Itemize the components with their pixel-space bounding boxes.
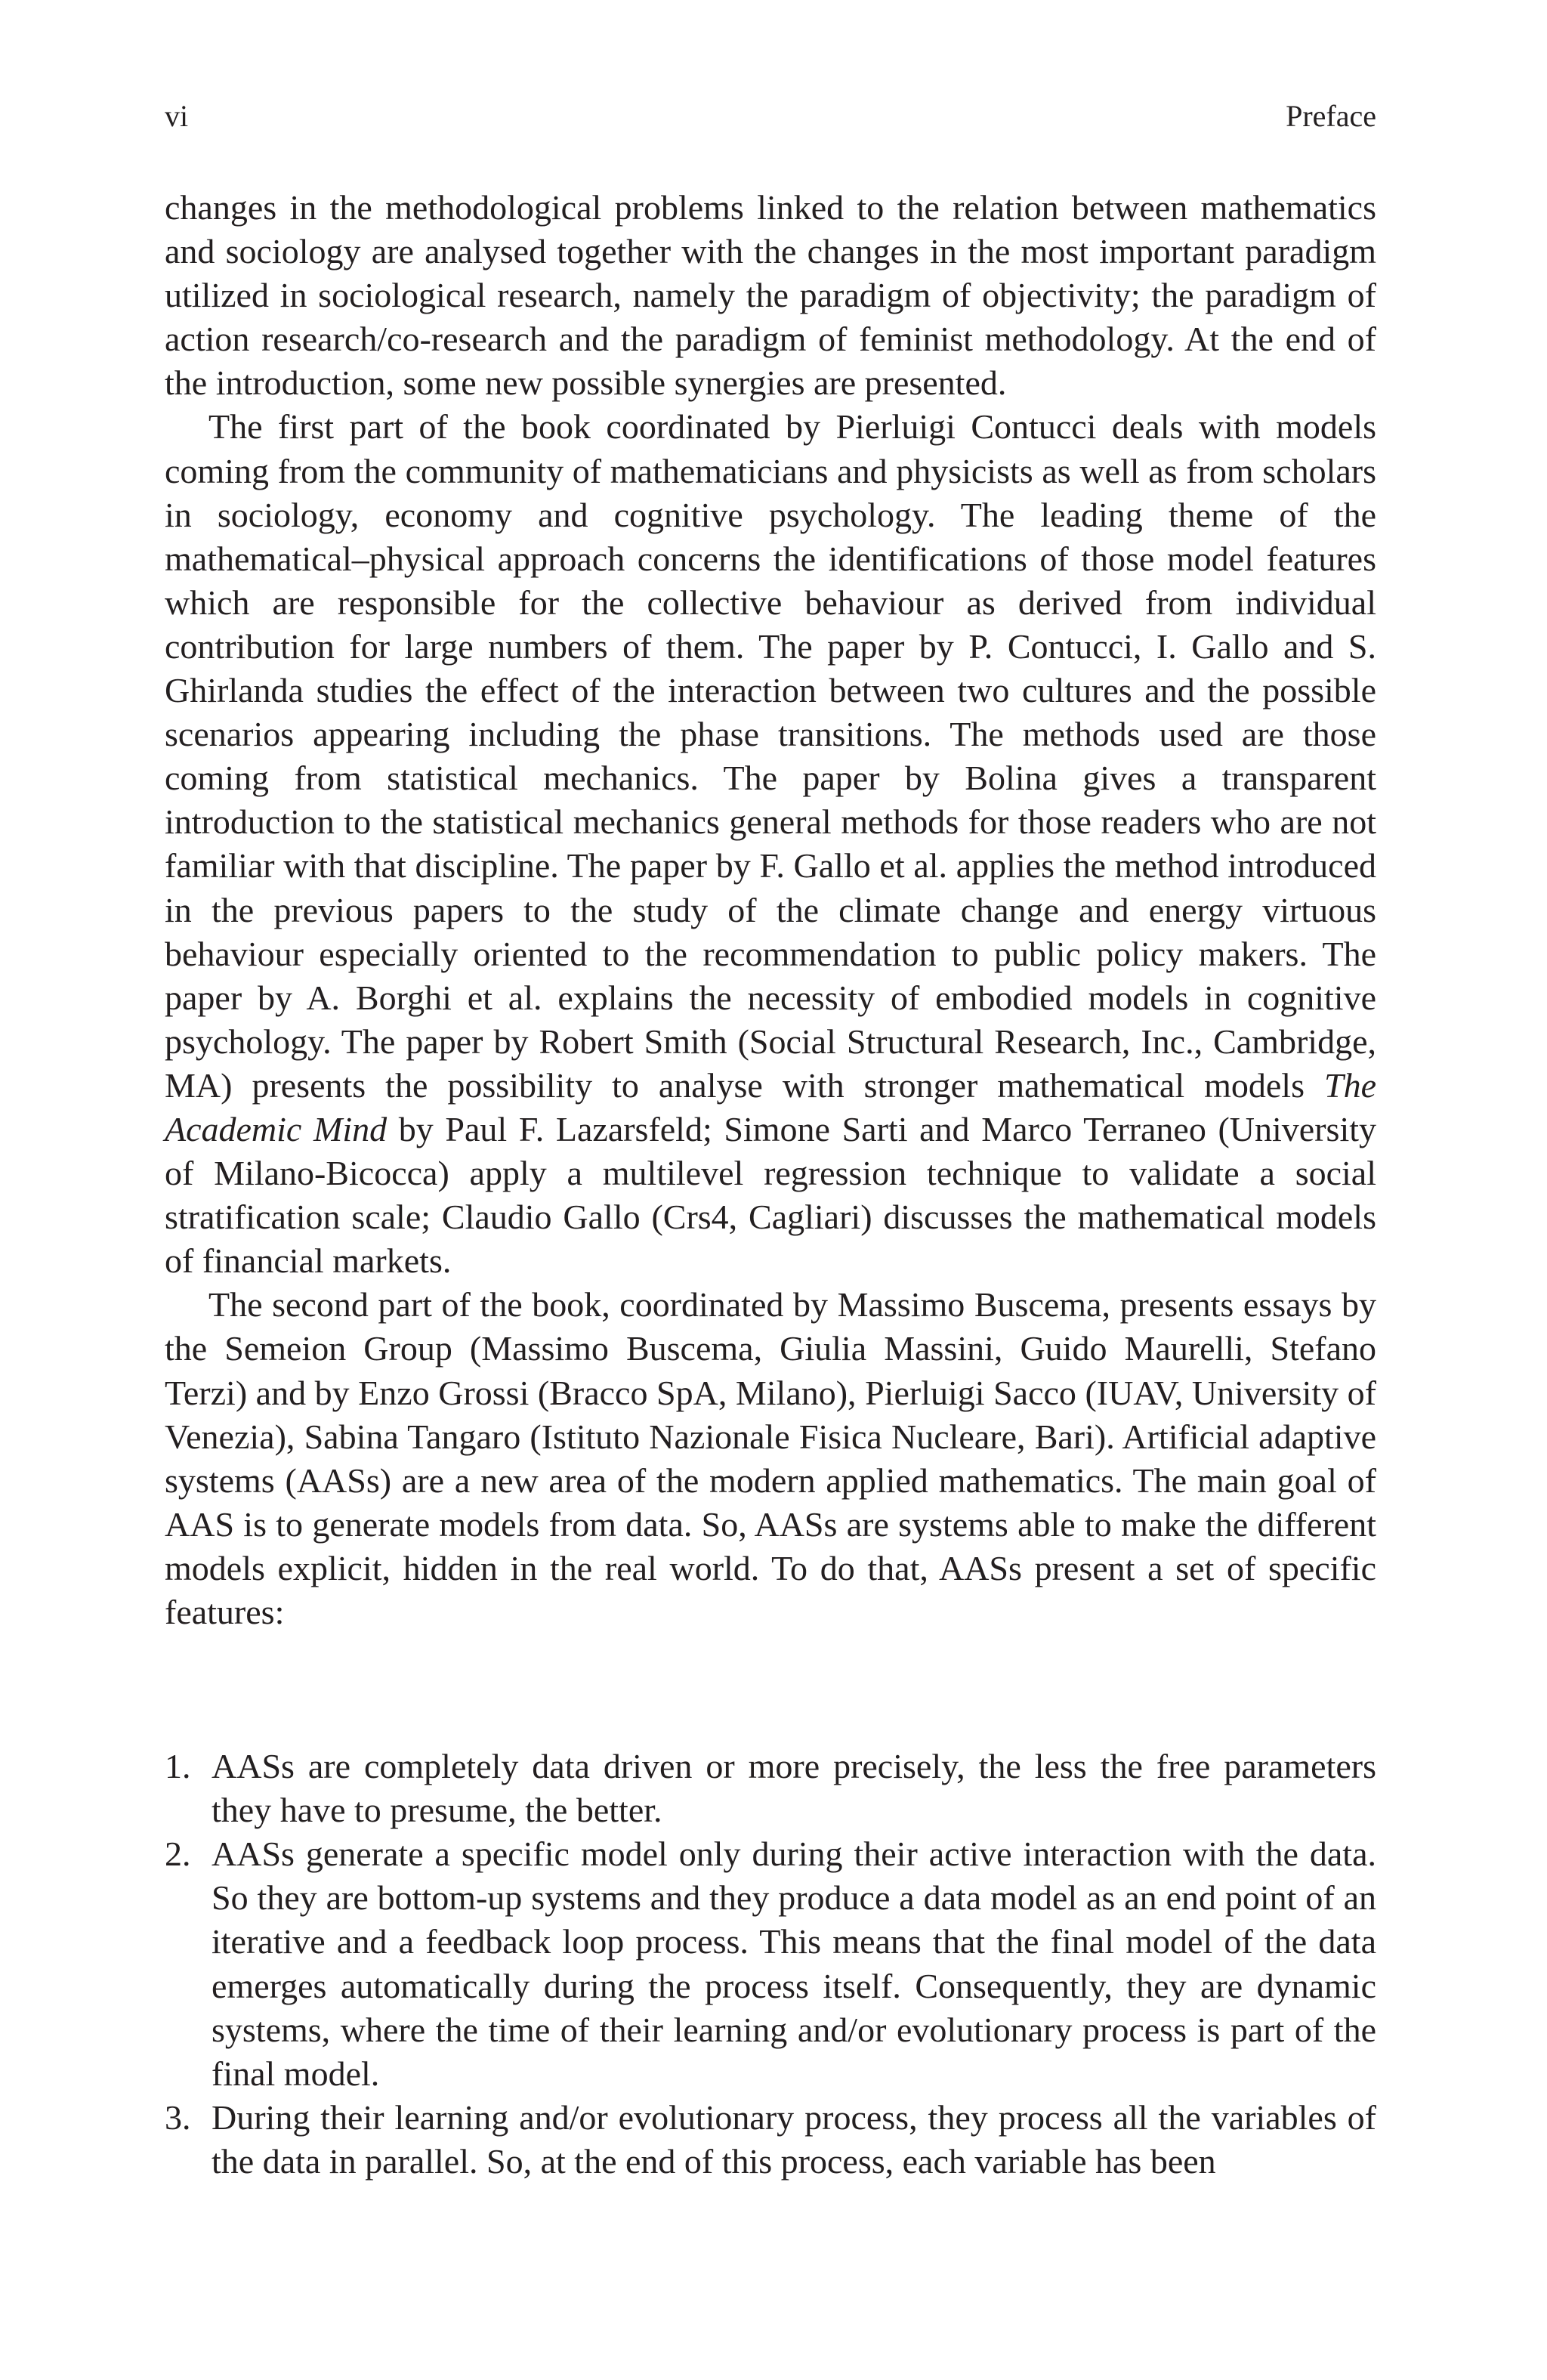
- paragraph-first-part: [165, 405, 1376, 1283]
- paragraph-intro: changes in the methodological problems linked to the relation between mathematics and sociology are analysed together with the changes in the most important paradigm utilized in sociological research, namely the paradigm of objectivity; the paradigm of action research/co-research and the paradigm of feminist methodology. At the end of the introduction, some new possible synergies are presented.: [165, 188, 1376, 403]
- list-item-number: 3.: [165, 2097, 191, 2137]
- body-text: [165, 186, 1376, 1634]
- list-item: [165, 1745, 1376, 1832]
- page-number: vi: [165, 99, 189, 133]
- running-head: [165, 94, 1376, 139]
- list-item-text: During their learning and/or evolutionary process, they process all the variables of the data in parallel. So, at the end of this process, each variable has been: [212, 2097, 1376, 2181]
- list-item-number: 2.: [165, 1834, 191, 1874]
- book-page: [165, 94, 1376, 2184]
- paragraph-second-part: The second part of the book, coordinated by Massimo Buscema, presents essays by the Semeion Group (Massimo Buscema, Giulia Massini, Guido Maurelli, Stefano Terzi) and by Enzo Grossi (Bracco SpA, Milano), Pierluigi Sacco (IUAV, University of Venezia), Sabina Tangaro (Istituto Nazionale Fisica Nucleare, Bari). Artificial adaptive systems (AASs) are a new area of the modern applied mathematics. The main goal of AAS is to generate models from data. So, AASs are systems able to make the different models explicit, hidden in the real world. To do that, AASs present a set of specific features:: [165, 1285, 1376, 1631]
- feature-list: [165, 1745, 1376, 2184]
- list-item: [165, 1832, 1376, 2096]
- section-title: Preface: [1286, 99, 1376, 133]
- list-item-text: AASs are completely data driven or more precisely, the less the free parameters they have to presume, the better.: [212, 1747, 1376, 1830]
- list-item-text: AASs generate a specific model only during their active interaction with the data. So they are bottom-up systems and they produce a data model as an end point of an iterative and a feedback loop process. This means that the final model of the data emerges automatically during the process itself. Consequently, they are dynamic systems, where the time of their learning and/or evolutionary process is part of the final model.: [212, 1834, 1376, 2093]
- book-title-italic: The Academic Mind: [165, 1065, 1377, 1148]
- list-item: [165, 2096, 1376, 2184]
- list-item-number: 1.: [165, 1747, 191, 1786]
- paragraph-first-part-continuation: by Paul F. Lazarsfeld; Simone Sarti and Marco Terraneo (University of Milano-Bicocca) apply a multilevel regression technique to validate a social stratification scale; Claudio Gallo (Crs4, Cagliari) discusses the mathematical models of financial markets.: [165, 1109, 1377, 1281]
- paragraph-first-part-text: The first part of the book coordinated by Pierluigi Contucci deals with models coming from the community of mathematicians and physicists as well as from scholars in sociology, economy and cognitive psychology. The leading theme of the mathematical–physical approach concerns the identifications of those model features which are responsible for the collective behaviour as derived from individual contribution for large numbers of them. The paper by P. Contucci, I. Gallo and S. Ghirlanda studies the effect of the interaction between two cultures and the possible scenarios appearing including the phase transitions. The methods used are those coming from statistical mechanics. The paper by Bolina gives a transparent introduction to the statistical mechanics general methods for those readers who are not familiar with that discipline. The paper by F. Gallo et al. applies the method introduced in the previous papers to the study of the climate change and energy virtuous behaviour especially oriented to the recommendation to public policy makers. The paper by A. Borghi et al. explains the necessity of embodied models in cognitive psychology. The paper by Robert Smith (Social Structural Research, Inc., Cambridge, MA) presents the possibility to analyse with stronger mathematical models: [165, 407, 1376, 1105]
